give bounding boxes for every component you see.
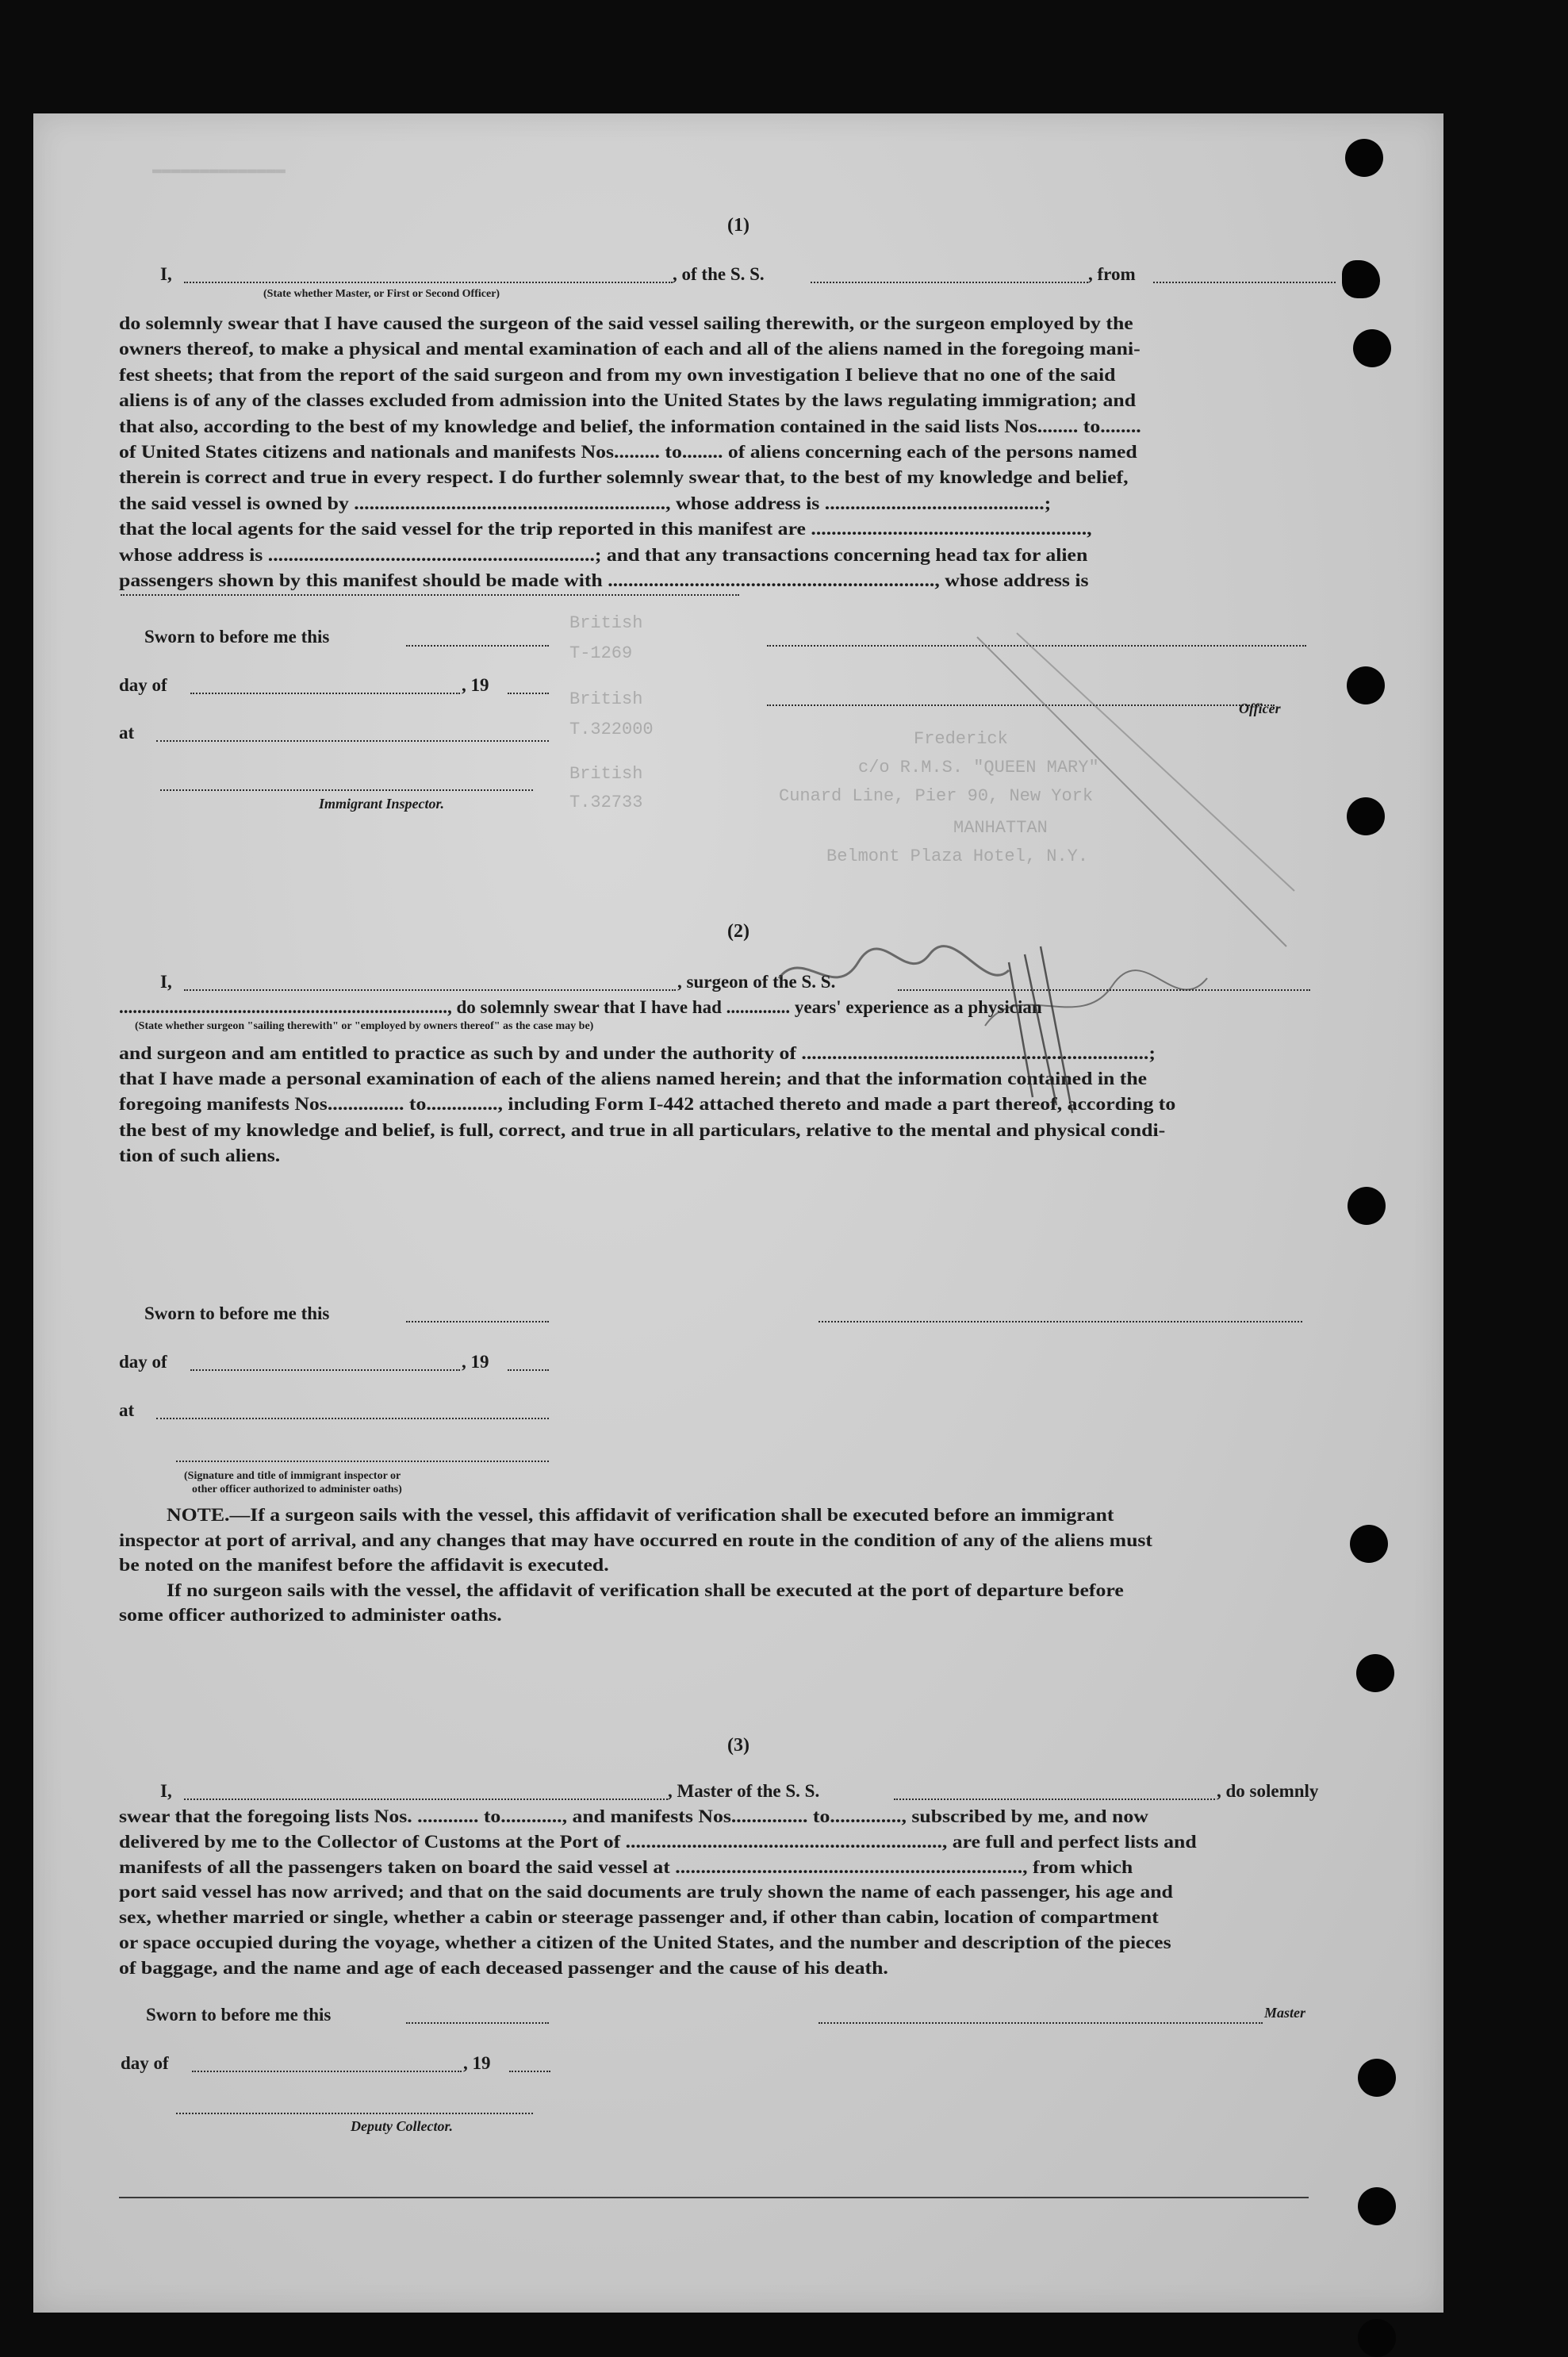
year-label: , 19 bbox=[462, 675, 489, 695]
bleed-through-text: Cunard Line, Pier 90, New York bbox=[779, 786, 1094, 806]
section-number: (3) bbox=[727, 1735, 749, 1756]
paragraph-line: foregoing manifests Nos............... to.............., including Form I-442 attached thereto and made a part thereof, according to bbox=[119, 1094, 1176, 1115]
officer-label: Officer bbox=[1239, 701, 1281, 716]
paragraph-line: that I have made a personal examination of each of the aliens named herein; and that the information contained in the bbox=[119, 1069, 1148, 1089]
paragraph-line: inspector at port of arrival, and any changes that may have occurred en route in the condition of any of the aliens must bbox=[119, 1530, 1153, 1550]
oath-line: I, bbox=[160, 972, 172, 992]
bleed-through-text: T.322000 bbox=[569, 720, 654, 739]
paragraph-line: whose address is ................................................................; and that any transactions concerning head tax for alien bbox=[119, 544, 1088, 565]
oath-line: , of the S. S. bbox=[673, 264, 765, 284]
sworn-label: Sworn to before me this bbox=[144, 1303, 330, 1323]
at-label: at bbox=[119, 1400, 135, 1420]
oath-line: I, bbox=[160, 1781, 172, 1801]
bleed-through-text: British bbox=[569, 764, 643, 784]
paragraph-line: port said vessel has now arrived; and that on the said documents are truly shown the name of each passenger, his age and bbox=[119, 1882, 1173, 1902]
bleed-through-header: ▬▬▬▬▬▬▬▬▬▬▬▬▬▬ bbox=[152, 161, 286, 179]
paragraph-line: the said vessel is owned by ............................................................., whose address is ...........................................; bbox=[119, 493, 1052, 513]
port-field-line bbox=[1153, 282, 1336, 283]
bleed-through-text: Frederick bbox=[914, 729, 1008, 749]
year-label: , 19 bbox=[462, 1352, 489, 1372]
sworn-label: Sworn to before me this bbox=[144, 627, 330, 647]
paragraph-line: that also, according to the best of my knowledge and belief, the information contained in the said lists Nos........ to........ bbox=[119, 416, 1141, 436]
day-of-label: day of bbox=[121, 2053, 169, 2073]
binder-hole bbox=[1358, 2059, 1396, 2097]
surgeon-signature-line bbox=[819, 1321, 1302, 1322]
bleed-through-text: British bbox=[569, 689, 643, 709]
bleed-through-text: T.32733 bbox=[569, 793, 643, 812]
paragraph-line: the best of my knowledge and belief, is full, correct, and true in all particulars, relative to the mental and physical condi- bbox=[119, 1119, 1166, 1140]
binder-hole bbox=[1358, 2187, 1396, 2225]
bleed-through-text: British bbox=[569, 613, 643, 633]
binder-hole bbox=[1353, 329, 1391, 367]
at-field-line bbox=[156, 1418, 549, 1419]
master-signature-line bbox=[819, 2022, 1263, 2024]
paragraph-line: delivered by me to the Collector of Customs at the Port of .............................................................., are full and perfect lists and bbox=[119, 1831, 1197, 1852]
year-label: , 19 bbox=[463, 2053, 491, 2073]
address-field-line bbox=[121, 594, 739, 596]
signature-note: other officer authorized to administer oaths) bbox=[192, 1484, 402, 1495]
paragraph-line: of United States citizens and nationals and manifests Nos......... to........ of aliens concerning each of the persons named bbox=[119, 442, 1137, 462]
name-field-line bbox=[184, 282, 673, 283]
section-number: (1) bbox=[727, 215, 749, 236]
oath-line: , do solemnly bbox=[1217, 1781, 1319, 1801]
paragraph-line: of baggage, and the name and age of each deceased passenger and the cause of his death. bbox=[119, 1957, 888, 1978]
paragraph-line: sex, whether married or single, whether a cabin or steerage passenger and, if other than cabin, location of compartment bbox=[119, 1907, 1159, 1928]
binder-hole bbox=[1350, 1525, 1388, 1563]
binder-hole bbox=[1347, 797, 1385, 835]
paragraph-line: NOTE.—If a surgeon sails with the vessel, this affidavit of verification shall be executed before an immigrant bbox=[167, 1505, 1114, 1525]
at-field-line bbox=[156, 740, 549, 742]
paragraph-line: therein is correct and true in every respect. I do further solemnly swear that, to the best of my knowledge and belief, bbox=[119, 467, 1129, 488]
day-of-label: day of bbox=[119, 675, 167, 695]
binder-hole bbox=[1345, 139, 1383, 177]
day-field-line bbox=[190, 1369, 460, 1371]
year-field-line bbox=[509, 2071, 550, 2072]
master-label: Master bbox=[1264, 2005, 1306, 2021]
binder-hole bbox=[1342, 260, 1380, 298]
paragraph-line: that the local agents for the said vessel for the trip reported in this manifest are ......................................................, bbox=[119, 519, 1092, 539]
inspector-label: Immigrant Inspector. bbox=[319, 796, 445, 812]
inspector-signature-line bbox=[160, 789, 533, 791]
ink-mark bbox=[969, 629, 1302, 962]
paragraph-line: be noted on the manifest before the affidavit is executed. bbox=[119, 1555, 609, 1575]
bleed-through-text: Belmont Plaza Hotel, N.Y. bbox=[826, 846, 1089, 866]
section-number: (2) bbox=[727, 921, 749, 942]
paragraph-line: aliens is of any of the classes excluded from admission into the United States by the laws regulating immigration; and bbox=[119, 390, 1137, 411]
year-field-line bbox=[508, 693, 549, 694]
paragraph-line: some officer authorized to administer oaths. bbox=[119, 1605, 502, 1625]
vessel-field-line bbox=[894, 1798, 1215, 1800]
day-of-label: day of bbox=[119, 1352, 167, 1372]
paragraph-line: tion of such aliens. bbox=[119, 1145, 281, 1165]
inspector-signature-line bbox=[176, 1461, 549, 1462]
oath-line: , surgeon of the S. S. bbox=[677, 972, 836, 992]
name-field-line bbox=[184, 989, 676, 991]
document-page bbox=[33, 113, 1443, 2313]
day-field-line bbox=[190, 693, 460, 694]
day-field-line bbox=[192, 2071, 462, 2072]
oath-line: , from bbox=[1088, 264, 1136, 284]
name-field-line bbox=[184, 1798, 668, 1800]
field-note: (State whether surgeon "sailing therewith" or "employed by owners thereof" as the case may be) bbox=[135, 1020, 594, 1032]
paragraph-line: and surgeon and am entitled to practice as such by and under the authority of ....................................................................; bbox=[119, 1043, 1156, 1063]
binder-hole bbox=[1348, 1187, 1386, 1225]
paragraph-line: fest sheets; that from the report of the said surgeon and from my own investigation I believe that no one of the said bbox=[119, 364, 1116, 385]
oath-line: I, bbox=[160, 264, 172, 284]
paragraph-line: owners thereof, to make a physical and mental examination of each and all of the aliens named in the foregoing mani- bbox=[119, 339, 1141, 359]
collector-signature-line bbox=[176, 2113, 533, 2114]
paragraph-line: or space occupied during the voyage, whether a citizen of the United States, and the number and description of the pieces bbox=[119, 1933, 1171, 1952]
bleed-through-text: T-1269 bbox=[569, 643, 633, 663]
paragraph-line: passengers shown by this manifest should be made with ................................................................, whose address is bbox=[119, 570, 1089, 590]
bottom-rule bbox=[119, 2197, 1309, 2198]
oath-line: , Master of the S. S. bbox=[668, 1781, 820, 1801]
paragraph-line: swear that the foregoing lists Nos. ............ to............, and manifests Nos............... to.............., subscribed by me, and now bbox=[119, 1806, 1148, 1826]
bleed-through-text: MANHATTAN bbox=[953, 818, 1048, 838]
year-field-line bbox=[508, 1369, 549, 1371]
deputy-collector-label: Deputy Collector. bbox=[351, 2118, 453, 2134]
field-note: (State whether Master, or First or Second Officer) bbox=[263, 288, 500, 300]
sworn-label: Sworn to before me this bbox=[146, 2005, 332, 2025]
paragraph-line: If no surgeon sails with the vessel, the affidavit of verification shall be executed at the port of departure before bbox=[167, 1580, 1124, 1600]
paragraph-line: manifests of all the passengers taken on board the said vessel at ...................................................................., from which bbox=[119, 1856, 1133, 1877]
sworn-date-line bbox=[406, 1321, 549, 1322]
vessel-field-line bbox=[811, 282, 1088, 283]
sworn-date-line bbox=[406, 2022, 549, 2024]
bleed-through-text: c/o R.M.S. "QUEEN MARY" bbox=[858, 758, 1099, 777]
binder-hole bbox=[1358, 2319, 1396, 2357]
signature-note: (Signature and title of immigrant inspector or bbox=[184, 1470, 401, 1482]
paragraph-line: do solemnly swear that I have caused the surgeon of the said vessel sailing therewith, or the surgeon employed by the bbox=[119, 313, 1133, 333]
binder-hole bbox=[1356, 1654, 1394, 1692]
at-label: at bbox=[119, 723, 135, 743]
binder-hole bbox=[1347, 666, 1385, 704]
oath-line: ........................................................................, do solemnly swear that I have had .............. years' experience as a physician bbox=[119, 997, 1042, 1017]
sworn-date-line bbox=[406, 645, 549, 647]
